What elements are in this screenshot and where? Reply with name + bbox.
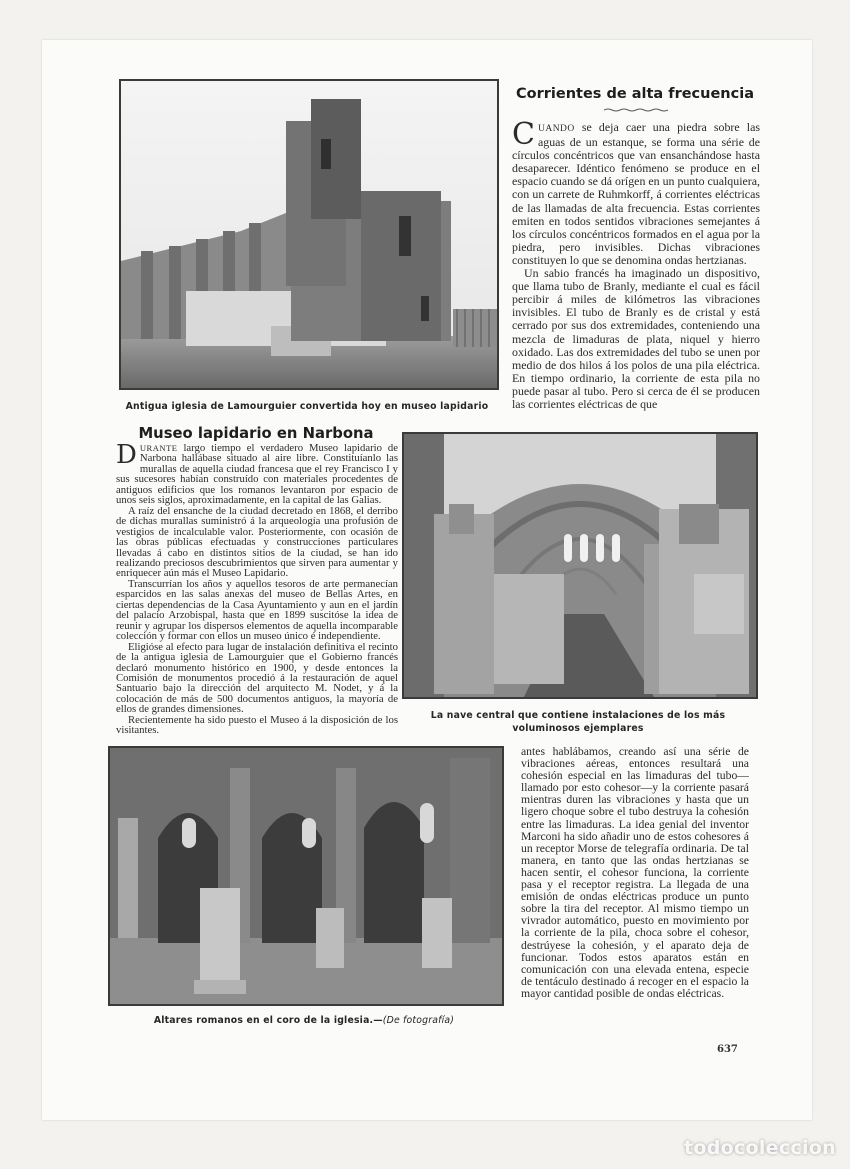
dropcap-c: C <box>512 117 535 152</box>
article1-continuation <box>521 746 749 1000</box>
article-title-museo-lapidario: Museo lapidario en Narbona <box>138 425 374 442</box>
church-exterior-caption: Antigua iglesia de Lamourguier convertida hoy en museo lapidario <box>125 401 489 412</box>
caption-text: Altares romanos en el coro de la iglesia.— <box>153 1015 383 1026</box>
caption-line-2: voluminosos ejemplares <box>512 723 644 734</box>
article2-paragraph: Eligióse al efecto para lugar de instalación definitiva el recinto de la antigua iglesia de Lamourguier que el Gobierno francés declaró monumento histórico en 1900, y desde entonces la Comisión de monumentos procedió á la restauración de aquel Santuario bajo la dirección del arquitecto M. Nodet, y á la colocación de más de 500 documentos antiguos, la mayoría de ellos de grandes dimensiones. <box>116 640 398 716</box>
dropcap-d: D <box>116 440 137 470</box>
first-word: URANTE <box>139 443 178 453</box>
roman-altars-caption <box>108 1014 500 1027</box>
article-title-high-frequency: Corrientes de alta frecuencia <box>516 86 754 102</box>
church-exterior-photo <box>119 79 499 390</box>
article2-paragraph: Recientemente ha sido puesto el Museo á la disposición de los visitantes. <box>116 713 398 737</box>
central-nave-caption <box>402 709 754 735</box>
watermark-logo: todocoleccion <box>683 1137 836 1159</box>
article1-column <box>512 117 760 411</box>
page-number: 637 <box>717 1044 738 1055</box>
article2-paragraph: A raíz del ensanche de la ciudad decretado en 1868, el derribo de dichas murallas suministró á la arqueología una profusión de vestigios de incalculable valor. Posteriormente, con ocasión de las obras públicas efectuadas y construcciones particulares llevadas á cabo en distintos sitios de la ciudad, se han ido realizando preciosos descubrimientos que sirven para aumentar y enriquecer aún más el Museo Lapidario. <box>116 504 398 580</box>
caption-line-1: La nave central que contiene instalaciones de los más <box>430 710 726 721</box>
article2-paragraph: Transcurrían los años y aquellos tesoros de arte permanecían esparcidos en las salas anexas del museo de Bellas Artes, en ciertas dependencias de la Casa Ayuntamiento y aun en el jardín del palacio Arzobispal, hasta que en 1899 suscitóse la idea de reunir y agrupar los dispersos elementos de aquella incomparable colección y formar con ellos un museo único é independiente. <box>116 577 398 643</box>
caption-source: (De fotografía) <box>382 1015 455 1026</box>
central-nave-photo <box>402 432 758 699</box>
roman-altars-photo <box>108 746 504 1006</box>
article2-paragraph: largo tiempo el verdadero Museo lapidario de Narbona hallábase situado al aire libre. Constituíanlo las murallas de aquella ciudad francesa que el rey Francisco I y sus sucesores habían construído con materiales procedentes de antiguos edificios que los romanos levantaron por espacio de unos seis siglos, aproximadamente, en la capital de las Galias. <box>116 442 398 507</box>
article1-paragraph: Un sabio francés ha imaginado un dispositivo, que llama tubo de Branly, mediante el cual es fácil percibir á miles de kilómetros las vibraciones invisibles. El tubo de Branly es de cristal y está cerrado por sus dos extremidades, conteniendo una mezcla de limaduras de plata, niquel y hierro oxidado. Las dos extremidades del tubo se unen por medio de dos hilos á los polos de una pila eléctrica. En tiempo ordinario, la corriente de esta pila no puede pasar al tubo. Pero si cerca de él se producen las corrientes eléctricas de que <box>512 266 760 411</box>
first-word: UANDO <box>537 124 575 134</box>
article1-paragraph: se deja caer una piedra sobre las aguas de un estanque, se forma una série de círculos concéntricos que van ensanchándose hasta desaparecer. Idéntico fenómeno se produce en el espacio cuando se dá orígen en un punto cualquiera, con un carrete de Ruhmkorff, á corrientes eléctricas de las llamadas de alta frecuencia. Estas corrientes emiten en todos sentidos vibraciones semejantes á los círculos concéntricos formados en el agua por la piedra, pero invisibles. Dichas vibraciones constituyen lo que se denomina ondas hertzianas. <box>512 120 760 267</box>
title-ornament <box>604 108 668 112</box>
article2-column <box>116 440 398 737</box>
article1-continuation-text: antes hablábamos, creando así una série de vibraciones aéreas, entonces resultará una cohesión especial en las limaduras del tubo—llamado por esto cohesor—y la corriente pasará mientras duren las vibraciones y hasta que un ligero choque sobre el tubo destruya la cohesión entre las limaduras. La idea genial del inventor Marconi ha sido añadir uno de estos cohesores á un receptor Morse de telegrafía ordinaria. De tal manera, en tanto que las ondas hertzianas se hacen sentir, el cohesor funciona, la corriente pasa y el receptor registra. La llegada de una emisión de ondas eléctricas produce un punto sobre la tira del receptor. Al mismo tiempo un vivrador automático, puesto en movimiento por la corriente de la pila, choca sobre el cohesor, destrúyese la cohesión, y el aparato deja de funcionar. Todos estos aparatos están en comunicación con una elevada entena, especie de tentáculo destinado á recoger en el espacio la mayor cantidad posible de ondas eléctricas. <box>521 745 749 1000</box>
